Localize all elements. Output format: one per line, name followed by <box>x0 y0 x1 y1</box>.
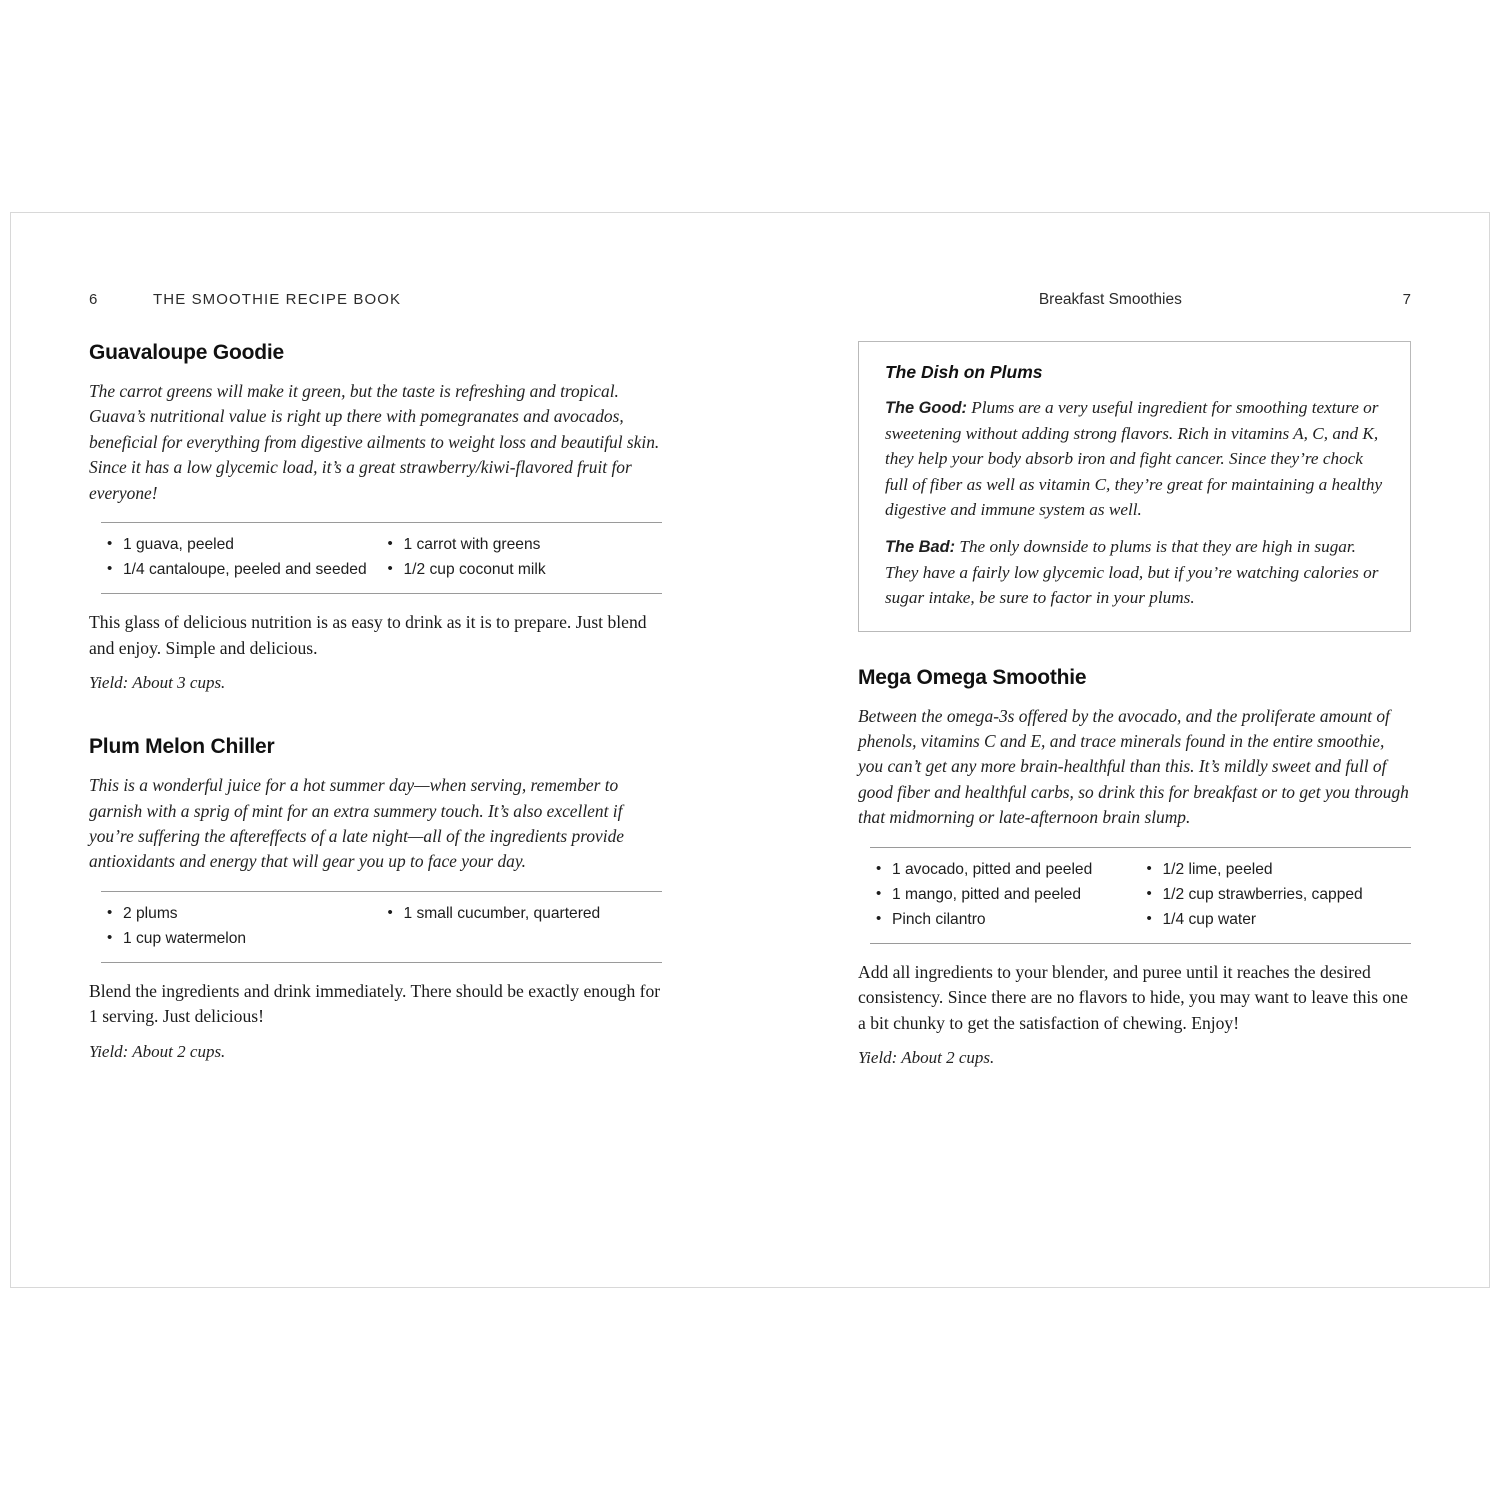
recipe-intro-guavaloupe-goodie: The carrot greens will make it green, but the taste is refreshing and tropical. Guava’s nutritional value is right up there with pomegranates and avocados, beneficial for everything from digestive ailments to weight loss and beautiful skin. Since it has a low glycemic load, it’s a great strawberry/kiwi-flavored fruit for everyone! <box>89 381 660 503</box>
ingredient-column-left <box>101 902 381 952</box>
page-number-left: 6 <box>89 291 98 308</box>
list-item: • Pinch cilantro <box>870 908 1141 932</box>
list-item: • 1 avocado, pitted and peeled <box>870 858 1141 882</box>
list-item: • 1/2 cup coconut milk <box>381 558 661 582</box>
right-page <box>750 213 1489 1287</box>
list-item: • 1/4 cantaloupe, peeled and seeded <box>101 558 381 582</box>
page-number-right: 7 <box>1402 291 1411 308</box>
recipe-yield-guavaloupe-goodie: Yield: About 3 cups. <box>89 673 226 693</box>
recipe-intro-mega-omega-smoothie: Between the omega-3s offered by the avocado, and the proliferate amount of phenols, vitamins C and E, and trace minerals found in the entire smoothie, you can’t get any more brain-healthful than this. It’s mildly sweet and full of good fiber and healthful carbs, so drink this for breakfast or to get you through that midmorning or late-afternoon brain slump. <box>857 705 1409 828</box>
book-spread <box>10 212 1490 1288</box>
sidebar-lead-bad: The Bad: <box>884 538 956 557</box>
sidebar-the-dish-on-plums <box>858 341 1411 632</box>
book-title: THE SMOOTHIE RECIPE BOOK <box>153 291 402 308</box>
list-item: • 1 cup watermelon <box>101 927 381 951</box>
list-item: • 1 guava, peeled <box>101 533 381 557</box>
ingredient-column-right <box>381 533 661 583</box>
list-item: • 2 plums <box>101 902 381 926</box>
recipe-title-plum-melon-chiller: Plum Melon Chiller <box>89 735 275 759</box>
recipe-directions-mega-omega-smoothie: Add all ingredients to your blender, and puree until it reaches the desired consistency. Since there are no flavors to hide, you may want to leave this one a bit chunky to get the satisfaction of chewing. Enjoy! <box>857 961 1408 1033</box>
running-head-left <box>89 291 662 311</box>
sidebar-paragraph-good <box>885 395 1386 522</box>
sidebar-text-good: Plums are a very useful ingredient for smoothing texture or sweetening without adding strong flavors. Rich in vitamins A, C, and K, they help your body absorb iron and fight cancer. Since they’re chock full of fiber as well as vitamin C, they’re great for maintaining a healthy digestive and immune system as well. <box>884 398 1383 519</box>
left-page <box>11 213 750 1287</box>
sidebar-lead-good: The Good: <box>884 399 967 417</box>
sidebar-text-bad: The only downside to plums is that they are high in sugar. They have a fairly low glycemic load, but if you’re watching calories or sugar intake, be sure to factor in your plums. <box>884 537 1379 608</box>
sidebar-paragraph-bad <box>885 534 1386 611</box>
ingredient-list-plum-melon-chiller <box>101 891 662 963</box>
recipe-directions-plum-melon-chiller: Blend the ingredients and drink immediately. There should be exactly enough for 1 serving. Just delicious! <box>89 980 661 1027</box>
recipe-title-guavaloupe-goodie: Guavaloupe Goodie <box>89 341 284 364</box>
sidebar-title: The Dish on Plums <box>884 362 1043 382</box>
recipe-directions-guavaloupe-goodie: This glass of delicious nutrition is as easy to drink as it is to prepare. Just blend and enjoy. Simple and delicious. <box>89 612 647 658</box>
recipe-yield-mega-omega-smoothie: Yield: About 2 cups. <box>857 1048 995 1068</box>
recipe-title-mega-omega-smoothie: Mega Omega Smoothie <box>857 665 1087 689</box>
recipe-intro-plum-melon-chiller: This is a wonderful juice for a hot summer day—when serving, remember to garnish with a sprig of mint for an extra summery touch. It’s also excellent if you’re suffering the aftereffects of a late night—all of the ingredients provide antioxidants and energy that will gear you up to face your day. <box>89 775 624 872</box>
ingredient-list-guavaloupe-goodie <box>101 522 662 594</box>
running-head-right <box>858 291 1411 311</box>
list-item: • 1 mango, pitted and peeled <box>870 883 1141 907</box>
ingredient-list-mega-omega-smoothie <box>870 847 1411 944</box>
list-item: • 1/4 cup water <box>1140 908 1411 932</box>
list-item: • 1/2 cup strawberries, capped <box>1140 883 1411 907</box>
list-item: • 1/2 lime, peeled <box>1140 858 1411 882</box>
ingredient-column-right <box>1140 858 1411 933</box>
ingredient-column-right <box>381 902 661 952</box>
ingredient-column-left <box>870 858 1141 933</box>
list-item: • 1 carrot with greens <box>381 533 661 557</box>
chapter-title: Breakfast Smoothies <box>1038 291 1182 308</box>
list-item: • 1 small cucumber, quartered <box>381 902 661 926</box>
ingredient-column-left <box>101 533 381 583</box>
recipe-yield-plum-melon-chiller: Yield: About 2 cups. <box>89 1042 226 1062</box>
